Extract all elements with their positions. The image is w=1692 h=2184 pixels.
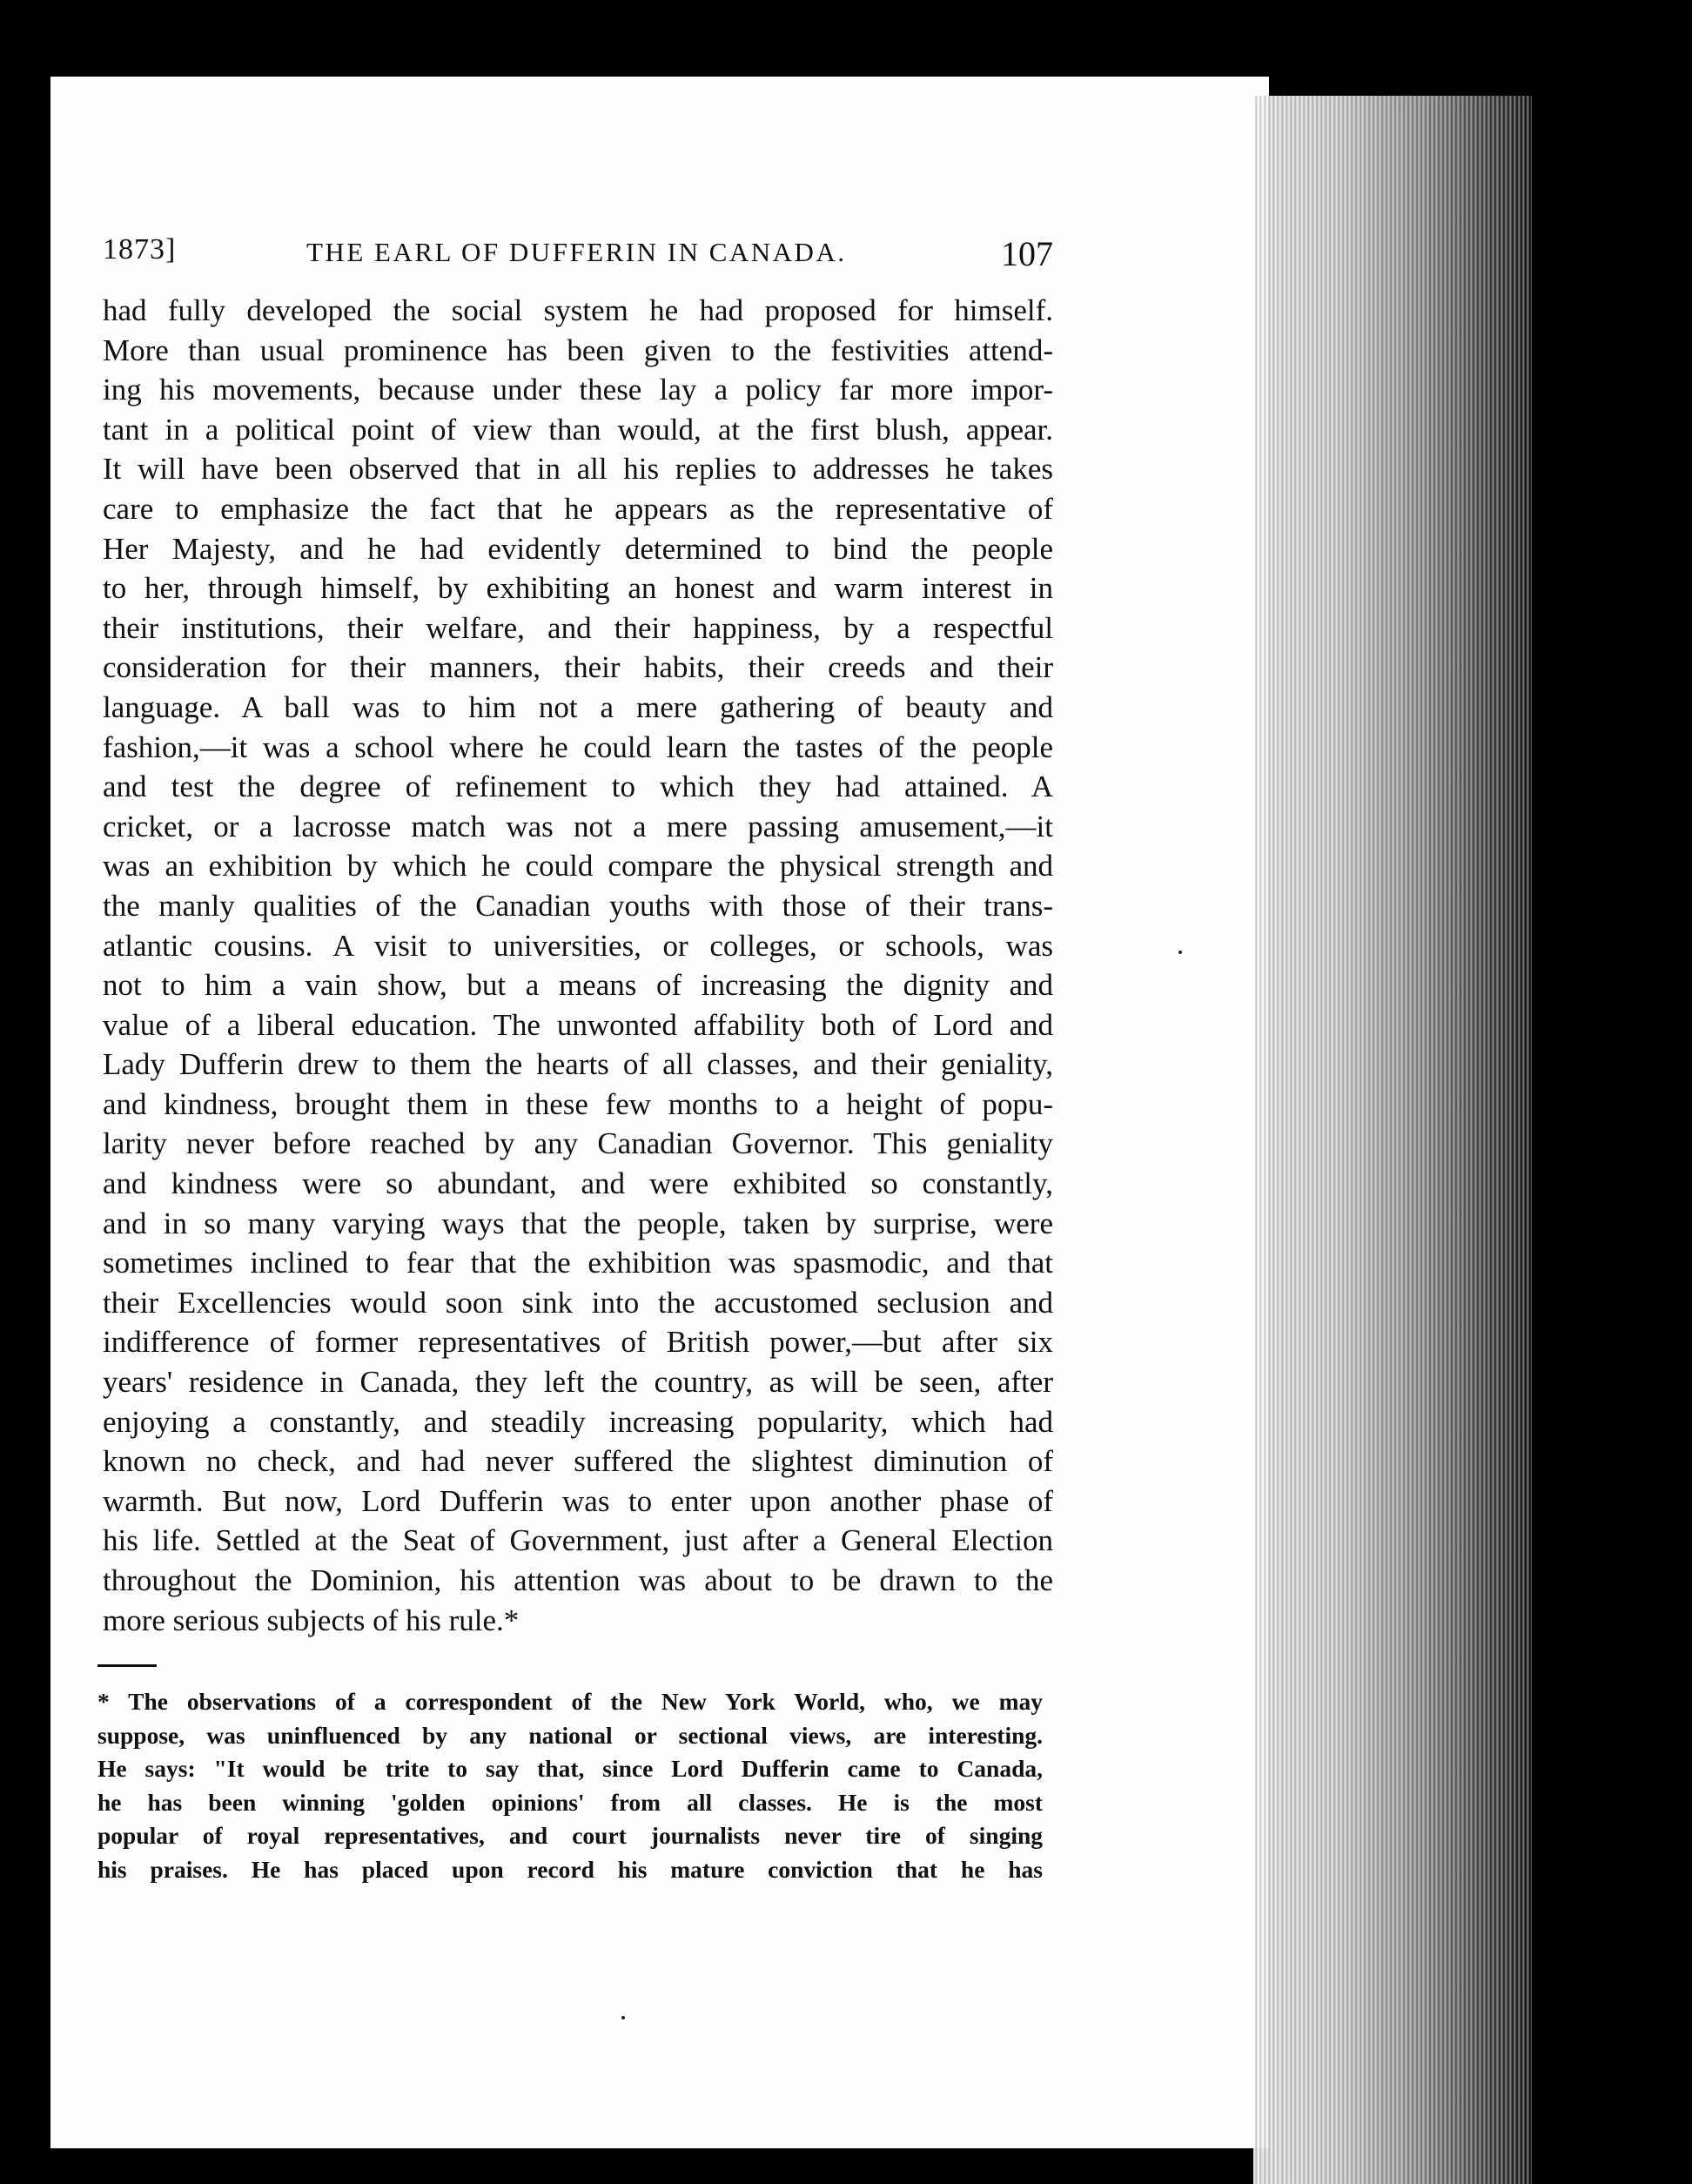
body-line: and test the degree of refinement to which they had attained. A [103,769,1053,804]
body-line: the manly qualities of the Canadian youths with those of their trans- [103,888,1053,923]
body-line: to her, through himself, by exhibiting an honest and warm interest in [103,571,1053,606]
body-line: more serious subjects of his rule.* [103,1603,520,1637]
body-line: value of a liberal education. The unwonted affability both of Lord and [103,1007,1053,1042]
body-line: and in so many varying ways that the people, taken by surprise, were [103,1206,1053,1240]
body-line: larity never before reached by any Canadian Governor. This geniality [103,1126,1053,1161]
body-line: Lady Dufferin drew to them the hearts of all classes, and their geniality, [103,1047,1053,1082]
running-head-year: 1873] [103,233,177,265]
body-line: known no check, and had never suffered the slightest diminution of [103,1444,1053,1479]
body-line: had fully developed the social system he had proposed for himself. [103,293,1053,327]
body-line: care to emphasize the fact that he appears as the representative of [103,491,1053,526]
footnote-line: his praises. He has placed upon record his mature conviction that he has [97,1855,1043,1883]
body-line: their Excellencies would soon sink into the accustomed seclusion and [103,1285,1053,1320]
body-line: and kindness were so abundant, and were exhibited so constantly, [103,1166,1053,1201]
footnote-line: he has been winning 'golden opinions' from all classes. He is the most [97,1788,1043,1816]
body-line: cricket, or a lacrosse match was not a mere passing amusement,—it [103,809,1053,843]
body-line: consideration for their manners, their habits, their creeds and their [103,650,1053,685]
body-line: atlantic cousins. A visit to universities, or colleges, or schools, was [103,928,1053,963]
body-line: their institutions, their welfare, and their happiness, by a respectful [103,610,1053,645]
body-line: ing his movements, because under these lay a policy far more impor- [103,373,1053,407]
scan-speck [1178,951,1182,954]
body-line: Her Majesty, and he had evidently determined to bind the people [103,531,1053,566]
body-line: was an exhibition by which he could compare the physical strength and [103,849,1053,884]
body-line: sometimes inclined to fear that the exhibition was spasmodic, and that [103,1246,1053,1280]
body-line: language. A ball was to him not a mere gathering of beauty and [103,689,1053,724]
footnote [97,1685,1043,1886]
footnote-line: * The observations of a correspondent of the New York World, who, we may [97,1688,1043,1715]
footnote-line: He says: "It would be trite to say that, since Lord Dufferin came to Canada, [97,1755,1043,1782]
body-line: his life. Settled at the Seat of Government, just after a General Election [103,1523,1053,1558]
body-line: It will have been observed that in all his replies to addresses he takes [103,452,1053,487]
body-line: More than usual prominence has been given to the festivities attend- [103,333,1053,367]
scan-speck [621,2016,625,2019]
body-line: years' residence in Canada, they left the country, as will be seen, after [103,1365,1053,1400]
body-line: fashion,—it was a school where he could learn the tastes of the people [103,729,1053,764]
running-head [103,233,1053,279]
body-line: indifference of former representatives of British power,—but after six [103,1325,1053,1360]
footnote-rule [97,1664,157,1667]
running-head-title: THE EARL OF DUFFERIN IN CANADA. [306,237,847,267]
body-text [103,291,1053,1640]
body-line: not to him a vain show, but a means of increasing the dignity and [103,968,1053,1003]
body-line: enjoying a constantly, and steadily increasing popularity, which had [103,1404,1053,1439]
body-line: and kindness, brought them in these few months to a height of popu- [103,1086,1053,1121]
page-number: 107 [1001,234,1053,273]
footnote-line: popular of royal representatives, and court journalists never tire of singing [97,1822,1043,1849]
body-line: throughout the Dominion, his attention was about to be drawn to the [103,1563,1053,1597]
body-line: tant in a political point of view than would, at the first blush, appear. [103,412,1053,447]
page-edge-shadow [1253,96,1532,2184]
body-line: warmth. But now, Lord Dufferin was to enter upon another phase of [103,1483,1053,1518]
footnote-line: suppose, was uninfluenced by any national or sectional views, are interesting. [97,1721,1043,1749]
